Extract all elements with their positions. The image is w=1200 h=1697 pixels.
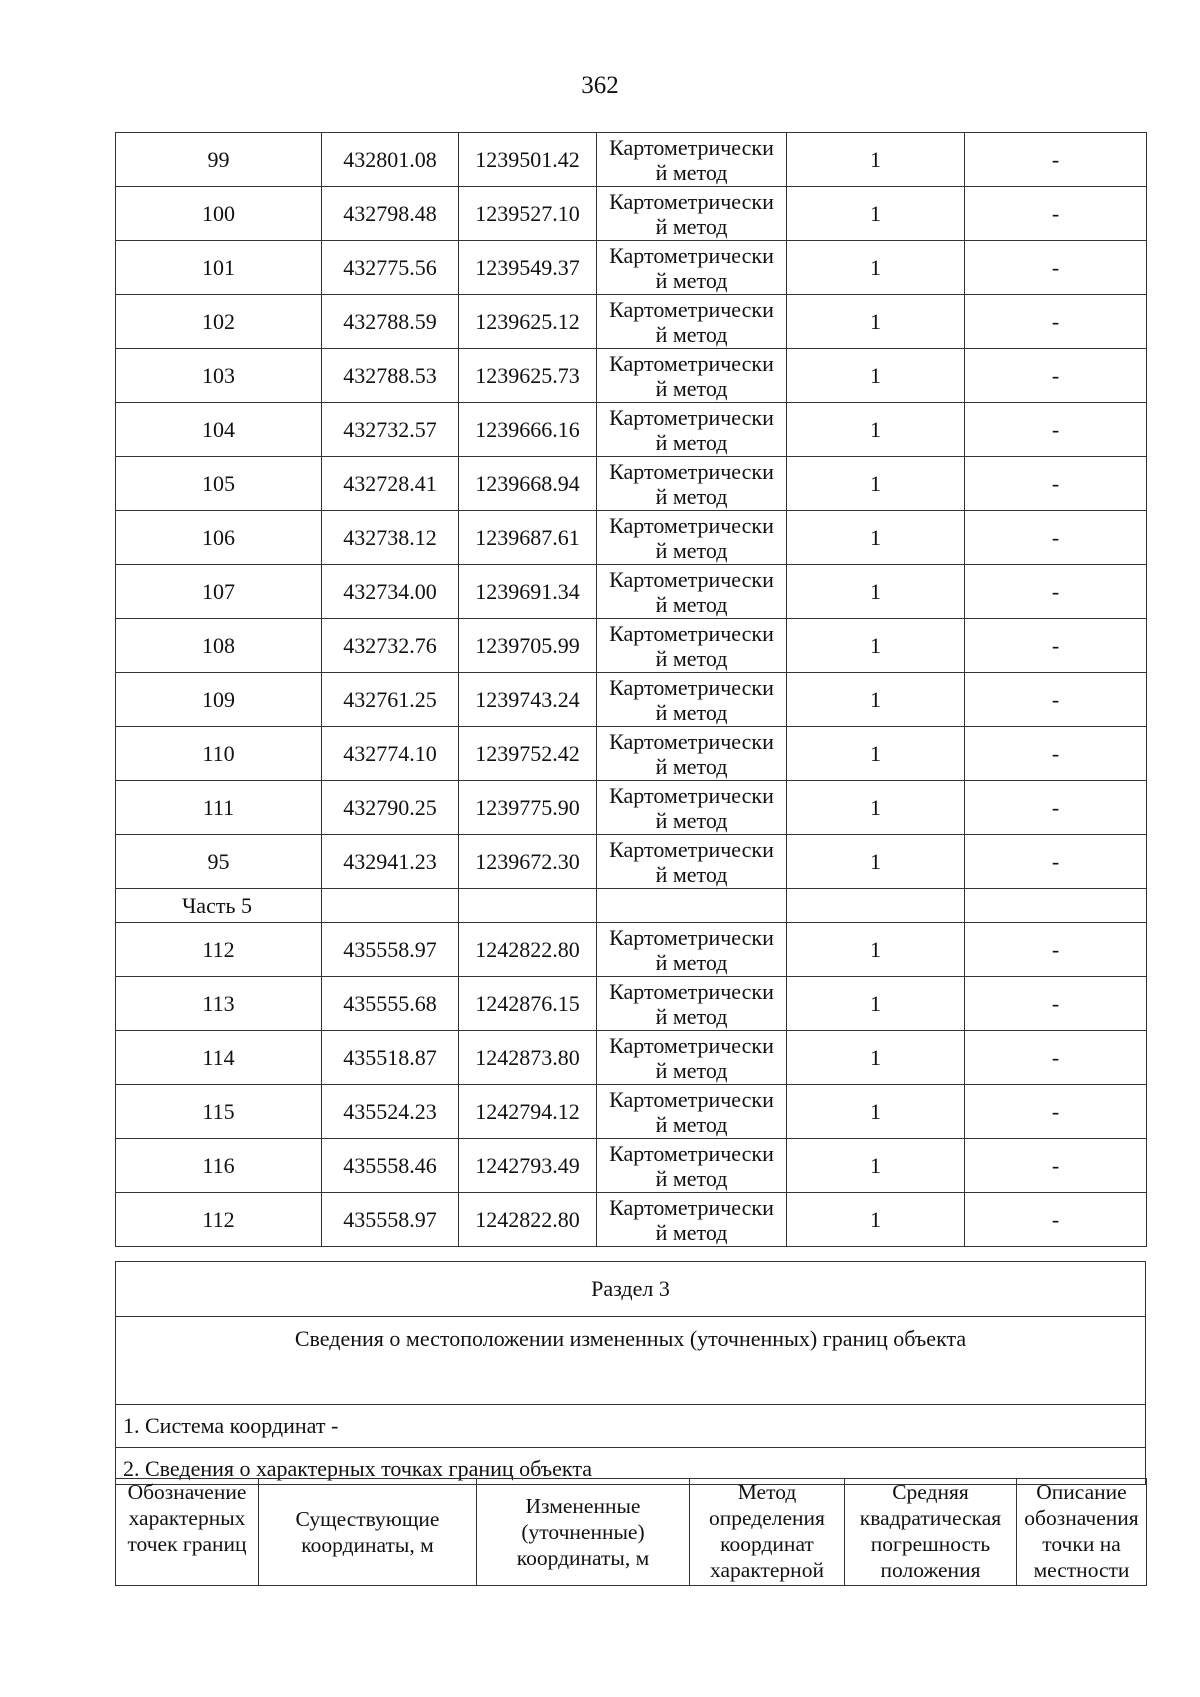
point-cell: 102	[116, 295, 322, 349]
point-cell: 100	[116, 187, 322, 241]
y-cell: 1239752.42	[459, 727, 597, 781]
point-cell: 101	[116, 241, 322, 295]
description-cell: -	[965, 457, 1147, 511]
accuracy-cell: 1	[787, 1193, 965, 1247]
page-number: 362	[581, 72, 619, 99]
accuracy-cell: 1	[787, 457, 965, 511]
method-cell: Картометрически й метод	[597, 781, 787, 835]
accuracy-cell: 1	[787, 511, 965, 565]
method-cell: Картометрически й метод	[597, 241, 787, 295]
header-method: Метод определения координат характерной	[690, 1479, 845, 1586]
method-cell: Картометрически й метод	[597, 977, 787, 1031]
points-heading: 2. Сведения о характерных точках границ объекта	[116, 1448, 1146, 1485]
description-cell: -	[965, 133, 1147, 187]
table-row	[116, 133, 1147, 187]
description-cell: -	[965, 349, 1147, 403]
table-row	[116, 619, 1147, 673]
x-cell: 435518.87	[322, 1031, 459, 1085]
point-cell: 113	[116, 977, 322, 1031]
header-point-designation: Обозначение характерных точек границ	[116, 1479, 259, 1586]
description-cell: -	[965, 295, 1147, 349]
x-cell: 432790.25	[322, 781, 459, 835]
method-cell: Картометрически й метод	[597, 923, 787, 977]
method-cell: Картометрически й метод	[597, 403, 787, 457]
point-cell: 109	[116, 673, 322, 727]
description-cell: -	[965, 1085, 1147, 1139]
description-cell: -	[965, 673, 1147, 727]
accuracy-cell: 1	[787, 1085, 965, 1139]
accuracy-cell: 1	[787, 977, 965, 1031]
table-row	[116, 781, 1147, 835]
accuracy-cell: 1	[787, 295, 965, 349]
y-cell: 1242822.80	[459, 923, 597, 977]
method-cell: Картометрически й метод	[597, 1031, 787, 1085]
description-cell: -	[965, 923, 1147, 977]
table-row	[116, 457, 1147, 511]
accuracy-cell: 1	[787, 727, 965, 781]
table-row	[116, 1031, 1147, 1085]
table-row	[116, 565, 1147, 619]
table-row	[116, 1193, 1147, 1247]
accuracy-cell: 1	[787, 673, 965, 727]
table-row	[116, 923, 1147, 977]
section-title: Раздел 3	[116, 1262, 1146, 1317]
y-cell: 1239625.73	[459, 349, 597, 403]
point-cell: 116	[116, 1139, 322, 1193]
x-cell: 432761.25	[322, 673, 459, 727]
x-cell: 435558.97	[322, 1193, 459, 1247]
y-cell: 1239672.30	[459, 835, 597, 889]
table-row	[116, 977, 1147, 1031]
accuracy-cell: 1	[787, 187, 965, 241]
point-cell: 110	[116, 727, 322, 781]
x-cell: 432738.12	[322, 511, 459, 565]
table-row	[116, 349, 1147, 403]
table-row	[116, 511, 1147, 565]
table-row	[116, 187, 1147, 241]
section-subtitle: Сведения о местоположении измененных (уточненных) границ объекта	[116, 1317, 1146, 1405]
x-cell: 432732.76	[322, 619, 459, 673]
empty-cell	[322, 889, 459, 923]
method-cell: Картометрически й метод	[597, 295, 787, 349]
description-cell: -	[965, 977, 1147, 1031]
header-accuracy: Средняя квадратическая погрешность положения	[845, 1479, 1017, 1586]
table-row	[116, 403, 1147, 457]
table-row	[116, 1139, 1147, 1193]
point-cell: 107	[116, 565, 322, 619]
y-cell: 1242822.80	[459, 1193, 597, 1247]
point-cell: 103	[116, 349, 322, 403]
description-cell: -	[965, 1031, 1147, 1085]
y-cell: 1239775.90	[459, 781, 597, 835]
part-row	[116, 889, 1147, 923]
description-cell: -	[965, 511, 1147, 565]
accuracy-cell: 1	[787, 619, 965, 673]
x-cell: 435558.97	[322, 923, 459, 977]
table-row	[116, 1085, 1147, 1139]
y-cell: 1239705.99	[459, 619, 597, 673]
method-cell: Картометрически й метод	[597, 727, 787, 781]
description-cell: -	[965, 565, 1147, 619]
accuracy-cell: 1	[787, 349, 965, 403]
point-cell: 104	[116, 403, 322, 457]
method-cell: Картометрически й метод	[597, 511, 787, 565]
y-cell: 1239691.34	[459, 565, 597, 619]
table-row	[116, 241, 1147, 295]
empty-cell	[597, 889, 787, 923]
coordinates-table	[115, 132, 1147, 1247]
method-cell: Картометрически й метод	[597, 133, 787, 187]
method-cell: Картометрически й метод	[597, 1193, 787, 1247]
method-cell: Картометрически й метод	[597, 1139, 787, 1193]
header-existing-coordinates: Существующие координаты, м	[259, 1479, 477, 1586]
point-cell: 105	[116, 457, 322, 511]
method-cell: Картометрически й метод	[597, 1085, 787, 1139]
point-cell: 112	[116, 1193, 322, 1247]
description-cell: -	[965, 835, 1147, 889]
empty-cell	[459, 889, 597, 923]
table-row	[116, 835, 1147, 889]
accuracy-cell: 1	[787, 403, 965, 457]
x-cell: 432801.08	[322, 133, 459, 187]
accuracy-cell: 1	[787, 241, 965, 295]
x-cell: 432788.53	[322, 349, 459, 403]
description-cell: -	[965, 1139, 1147, 1193]
y-cell: 1242876.15	[459, 977, 597, 1031]
y-cell: 1242794.12	[459, 1085, 597, 1139]
accuracy-cell: 1	[787, 835, 965, 889]
point-cell: 108	[116, 619, 322, 673]
accuracy-cell: 1	[787, 565, 965, 619]
accuracy-cell: 1	[787, 133, 965, 187]
x-cell: 432788.59	[322, 295, 459, 349]
method-cell: Картометрически й метод	[597, 673, 787, 727]
x-cell: 435558.46	[322, 1139, 459, 1193]
x-cell: 432732.57	[322, 403, 459, 457]
description-cell: -	[965, 781, 1147, 835]
description-cell: -	[965, 1193, 1147, 1247]
y-cell: 1239527.10	[459, 187, 597, 241]
section-table	[115, 1261, 1146, 1485]
x-cell: 432774.10	[322, 727, 459, 781]
y-cell: 1239625.12	[459, 295, 597, 349]
header-description: Описание обозначения точки на местности	[1017, 1479, 1147, 1586]
accuracy-cell: 1	[787, 781, 965, 835]
method-cell: Картометрически й метод	[597, 349, 787, 403]
x-cell: 432798.48	[322, 187, 459, 241]
part-label: Часть 5	[116, 889, 322, 923]
x-cell: 432941.23	[322, 835, 459, 889]
y-cell: 1242873.80	[459, 1031, 597, 1085]
y-cell: 1239666.16	[459, 403, 597, 457]
y-cell: 1239743.24	[459, 673, 597, 727]
empty-cell	[787, 889, 965, 923]
description-cell: -	[965, 241, 1147, 295]
point-cell: 112	[116, 923, 322, 977]
table-row	[116, 295, 1147, 349]
empty-cell	[965, 889, 1147, 923]
description-cell: -	[965, 619, 1147, 673]
y-cell: 1239501.42	[459, 133, 597, 187]
method-cell: Картометрически й метод	[597, 457, 787, 511]
table-row	[116, 673, 1147, 727]
point-cell: 95	[116, 835, 322, 889]
point-cell: 114	[116, 1031, 322, 1085]
header-changed-coordinates: Измененные (уточненные) координаты, м	[477, 1479, 690, 1586]
y-cell: 1239549.37	[459, 241, 597, 295]
method-cell: Картометрически й метод	[597, 565, 787, 619]
point-cell: 106	[116, 511, 322, 565]
y-cell: 1242793.49	[459, 1139, 597, 1193]
table-row	[116, 727, 1147, 781]
point-cell: 99	[116, 133, 322, 187]
method-cell: Картометрически й метод	[597, 187, 787, 241]
x-cell: 432775.56	[322, 241, 459, 295]
coord-system-line: 1. Система координат -	[116, 1405, 1146, 1448]
point-cell: 111	[116, 781, 322, 835]
description-cell: -	[965, 403, 1147, 457]
x-cell: 435555.68	[322, 977, 459, 1031]
x-cell: 435524.23	[322, 1085, 459, 1139]
accuracy-cell: 1	[787, 1031, 965, 1085]
accuracy-cell: 1	[787, 1139, 965, 1193]
x-cell: 432728.41	[322, 457, 459, 511]
method-cell: Картометрически й метод	[597, 619, 787, 673]
accuracy-cell: 1	[787, 923, 965, 977]
header-table	[115, 1478, 1147, 1586]
y-cell: 1239687.61	[459, 511, 597, 565]
description-cell: -	[965, 727, 1147, 781]
x-cell: 432734.00	[322, 565, 459, 619]
y-cell: 1239668.94	[459, 457, 597, 511]
description-cell: -	[965, 187, 1147, 241]
point-cell: 115	[116, 1085, 322, 1139]
method-cell: Картометрически й метод	[597, 835, 787, 889]
